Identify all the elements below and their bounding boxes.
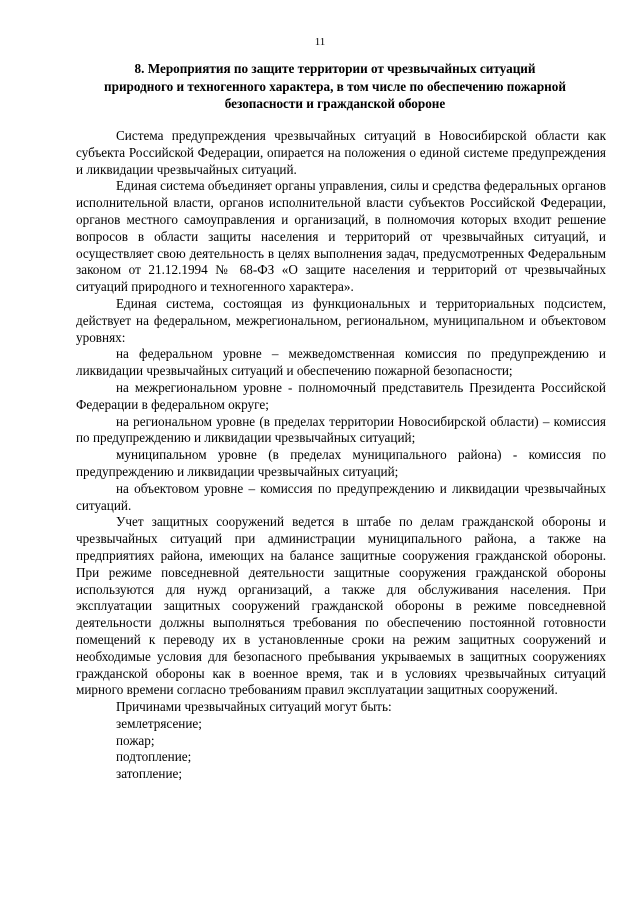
cause-item: пожар; <box>116 732 155 748</box>
cause-item: затопление; <box>116 766 183 782</box>
heading-line: безопасности и гражданской обороне <box>224 96 446 111</box>
paragraph-causes-intro: Причинами чрезвычайных ситуаций могут быть: <box>116 699 392 715</box>
level-object: на объектовом уровне – комиссия по предупреждению и ликвидации чрезвычайных ситуаций. <box>76 480 606 513</box>
cause-item: землетрясение; <box>116 715 202 731</box>
level-regional: на региональном уровне (в пределах территории Новосибирской области) – комиссия по предупреждению и ликвидации чрезвычайных ситуаций; <box>76 413 606 446</box>
cause-item: подтопление; <box>116 749 192 765</box>
heading-line: 8. Мероприятия по защите территории от чрезвычайных ситуаций <box>134 61 536 76</box>
page-number: 11 <box>314 36 326 48</box>
section-heading <box>100 60 570 113</box>
level-interregional: на межрегиональном уровне - полномочный представитель Президента Российской Федерации в федеральном округе; <box>76 379 606 412</box>
paragraph-unified-system: Единая система объединяет органы управления, силы и средства федеральных органов исполнительной власти, органов исполнительной власти субъектов Российской Федерации, органов местного самоуправления и организаций, в полномочия которых входит решение вопросов в области защиты населения и территорий от чрезвычайных ситуаций, и осуществляет свою деятельность в целях выполнения задач, предусмотренных Федеральным законом от 21.12.1994 № 68-ФЗ «О защите населения и территорий от чрезвычайных ситуаций природного и техногенного характера». <box>76 178 606 295</box>
level-municipal: муниципальном уровне (в пределах муниципального района) - комиссия по предупреждению и ликвидации чрезвычайных ситуаций; <box>76 447 606 479</box>
paragraph-levels: Единая система, состоящая из функциональных и территориальных подсистем, действует на федеральном, межрегиональном, региональном, муниципальном и объектовом уровнях: <box>76 295 606 345</box>
body-text <box>76 128 606 783</box>
level-federal: на федеральном уровне – межведомственная комиссия по предупреждению и ликвидации чрезвычайных ситуаций и обеспечению пожарной безопасности; <box>76 346 606 379</box>
heading-line: природного и техногенного характера, в том числе по обеспечению пожарной <box>104 78 566 94</box>
paragraph-protective-structures: Учет защитных сооружений ведется в штабе по делам гражданской обороны и чрезвычайных ситуаций при администрации муниципального района, а также на предприятиях района, имеющих на балансе защитные сооружения гражданской обороны. При режиме повседневной деятельности защитные сооружения гражданской обороны используются для нужд организаций, а также для обслуживания населения. При эксплуатации защитных сооружений гражданской обороны в режиме повседневной деятельности должны выполняться требования по обеспечению постоянной готовности помещений к переводу их в установленные сроки на режим защитных сооружений и необходимые условия для безопасного пребывания укрываемых в защитных сооружениях гражданской обороны как в военное время, так и в условиях чрезвычайных ситуаций мирного времени согласно требованиям правил эксплуатации защитных сооружений. <box>76 514 606 698</box>
paragraph-intro: Система предупреждения чрезвычайных ситуаций в Новосибирской области как субъекта Российской Федерации, опирается на положения о единой системе предупреждения и ликвидации чрезвычайных ситуаций. <box>76 128 606 177</box>
